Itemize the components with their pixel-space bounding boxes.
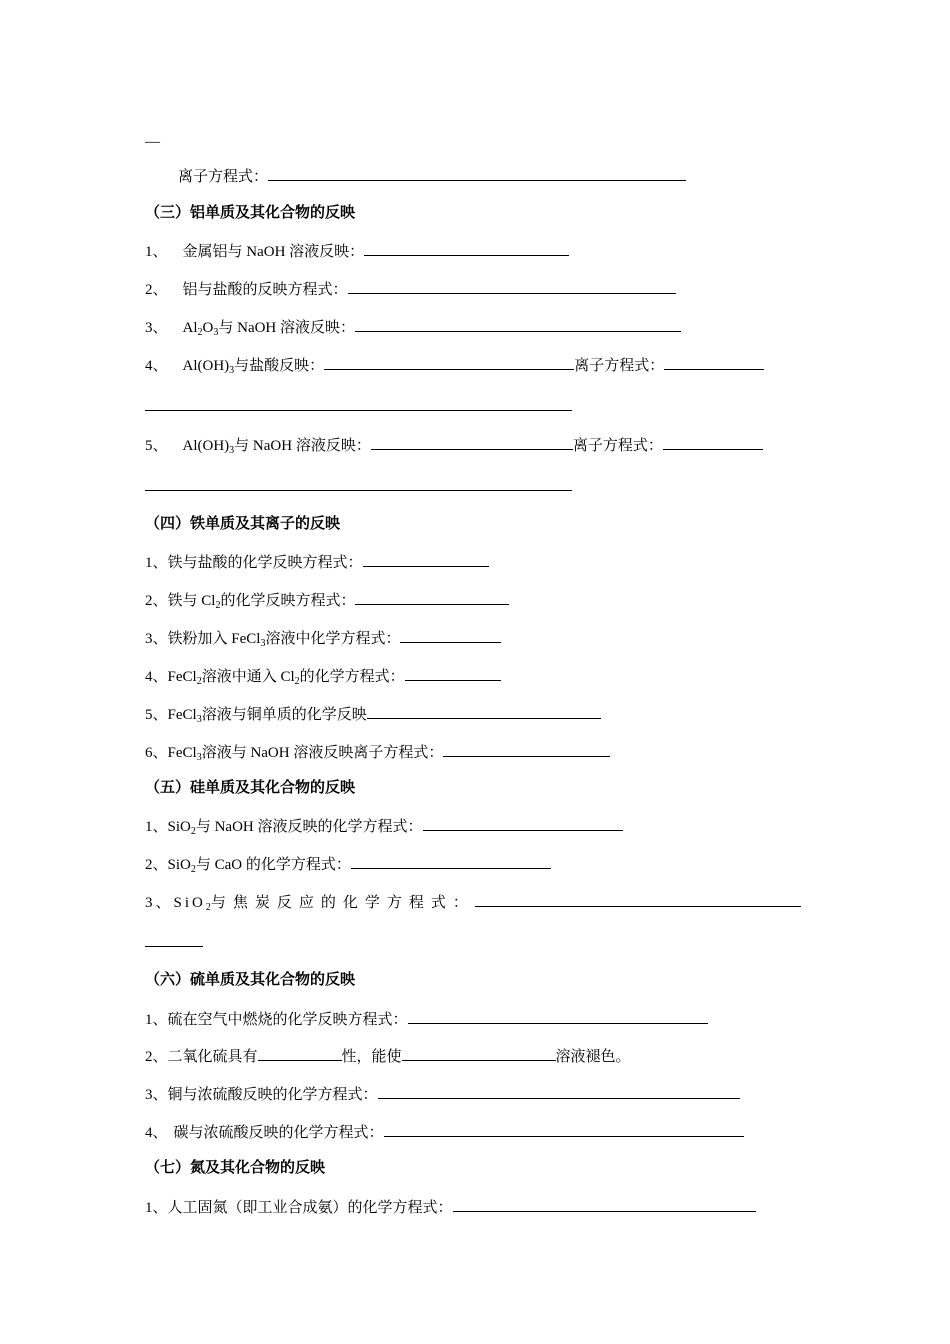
answer-line[interactable]	[145, 946, 203, 947]
answer-line[interactable]	[145, 490, 572, 491]
subscript: 3	[196, 714, 202, 725]
formula-text: Al(OH)	[182, 358, 230, 374]
s4-item-4	[145, 665, 501, 687]
answer-blank[interactable]	[384, 1121, 744, 1137]
subscript: 3	[213, 327, 219, 338]
s3-item-3	[145, 316, 681, 338]
section-5-title: （五）硅单质及其化合物的反映	[145, 780, 356, 796]
item-text: 性，能使	[341, 1049, 402, 1065]
answer-blank[interactable]	[371, 434, 573, 450]
item-text: 与盐酸反映：	[234, 358, 325, 374]
answer-blank[interactable]	[443, 741, 610, 757]
item-text: 溶液中通入 Cl	[201, 669, 295, 685]
s3-item-1	[145, 240, 569, 262]
item-number: 4、	[145, 1125, 168, 1141]
s4-item-6	[145, 741, 610, 763]
answer-blank[interactable]	[324, 354, 574, 370]
item-text: 3、SiO	[145, 895, 206, 911]
item-text: 与 NaOH 溶液反映：	[218, 320, 356, 336]
item-number: 3、	[145, 320, 168, 336]
item-text: 溶液与 NaOH 溶液反映离子方程式：	[201, 745, 444, 761]
item-text: 2、铁与 Cl	[145, 593, 216, 609]
item-text: 1、人工固氮（即工业合成氨）的化学方程式：	[145, 1200, 453, 1216]
section-6-title: （六）硫单质及其化合物的反映	[145, 972, 356, 988]
s3-item-2	[145, 278, 676, 300]
answer-blank[interactable]	[355, 316, 681, 332]
item-text: 溶液与铜单质的化学反映	[201, 707, 367, 723]
subscript: 2	[215, 600, 221, 611]
answer-blank[interactable]	[453, 1196, 756, 1212]
answer-line[interactable]	[145, 410, 572, 411]
answer-blank[interactable]	[475, 891, 801, 907]
answer-blank[interactable]	[664, 354, 764, 370]
item-text: 与 NaOH 溶液反映的化学方程式：	[195, 819, 423, 835]
item-text: 与 NaOH 溶液反映：	[234, 438, 371, 454]
item-text: 1、硫在空气中燃烧的化学反映方程式：	[145, 1012, 408, 1028]
s6-item-2	[145, 1045, 631, 1067]
s5-item-2	[145, 853, 551, 875]
ionic-label: 离子方程式：	[572, 438, 663, 454]
answer-blank[interactable]	[268, 165, 686, 181]
answer-blank[interactable]	[402, 1045, 556, 1061]
item-text: 金属铝与 NaOH 溶液反映：	[182, 244, 365, 260]
s4-item-2	[145, 589, 509, 611]
answer-blank[interactable]	[367, 703, 601, 719]
ionic-label: 离子方程式：	[574, 358, 665, 374]
s6-item-4	[145, 1121, 744, 1143]
s4-item-3	[145, 627, 501, 649]
item-number: 5、	[145, 438, 168, 454]
s6-item-3	[145, 1083, 740, 1105]
subscript: 3	[260, 638, 266, 649]
answer-blank[interactable]	[423, 815, 623, 831]
item-number: 4、	[145, 358, 168, 374]
ionic-equation-label: 离子方程式：	[178, 169, 269, 185]
item-text: 3、铁粉加入 FeCl	[145, 631, 261, 647]
item-text: 3、铜与浓硫酸反映的化学方程式：	[145, 1087, 378, 1103]
section-7-title: （七）氮及其化合物的反映	[145, 1160, 326, 1176]
answer-blank[interactable]	[348, 278, 676, 294]
item-text: 5、FeCl	[145, 707, 197, 723]
item-text: 2、SiO	[145, 857, 191, 873]
continuation-dash: —	[145, 134, 160, 150]
section-4-title: （四）铁单质及其离子的反映	[145, 516, 341, 532]
item-text: 溶液褪色。	[555, 1049, 631, 1065]
ionic-equation-line	[178, 165, 686, 187]
subscript: 2	[190, 864, 196, 875]
item-text: 与 CaO 的化学方程式：	[195, 857, 351, 873]
answer-blank[interactable]	[378, 1083, 740, 1099]
item-text: 铝与盐酸的反映方程式：	[182, 282, 348, 298]
item-text: 2、二氧化硫具有	[145, 1049, 258, 1065]
subscript: 3	[229, 365, 235, 376]
subscript: 2	[190, 826, 196, 837]
item-text: 溶液中化学方程式：	[265, 631, 401, 647]
subscript: 2	[294, 676, 300, 687]
subscript: 3	[229, 445, 235, 456]
item-number: 1、	[145, 244, 168, 260]
s7-item-1	[145, 1196, 756, 1218]
item-text: 与焦炭反应的化学方程式：	[210, 895, 475, 911]
item-number: 2、	[145, 282, 168, 298]
answer-blank[interactable]	[258, 1045, 342, 1061]
item-text: 6、FeCl	[145, 745, 197, 761]
item-text: 的化学方程式：	[299, 669, 405, 685]
answer-blank[interactable]	[351, 853, 551, 869]
item-text: 碳与浓硫酸反映的化学方程式：	[173, 1125, 384, 1141]
answer-blank[interactable]	[663, 434, 763, 450]
formula-text: Al(OH)	[182, 438, 230, 454]
s3-item-4	[145, 354, 764, 376]
item-text: 的化学反映方程式：	[220, 593, 356, 609]
answer-blank[interactable]	[400, 627, 501, 643]
subscript: 2	[196, 676, 202, 687]
s5-item-3	[145, 891, 801, 913]
answer-blank[interactable]	[408, 1008, 708, 1024]
item-text: 4、FeCl	[145, 669, 197, 685]
s4-item-5	[145, 703, 601, 725]
s4-item-1	[145, 551, 489, 573]
s3-item-5	[145, 434, 763, 456]
item-text: 1、SiO	[145, 819, 191, 835]
s6-item-1	[145, 1008, 708, 1030]
item-text: 1、铁与盐酸的化学反映方程式：	[145, 555, 363, 571]
formula-text: Al	[182, 320, 198, 336]
formula-text: O	[202, 320, 214, 336]
section-3-title: （三）铝单质及其化合物的反映	[145, 205, 356, 221]
s5-item-1	[145, 815, 623, 837]
answer-blank[interactable]	[364, 240, 569, 256]
answer-blank[interactable]	[363, 551, 489, 567]
subscript: 2	[197, 327, 203, 338]
subscript: 2	[205, 902, 211, 913]
answer-blank[interactable]	[355, 589, 509, 605]
answer-blank[interactable]	[405, 665, 501, 681]
subscript: 3	[196, 752, 202, 763]
